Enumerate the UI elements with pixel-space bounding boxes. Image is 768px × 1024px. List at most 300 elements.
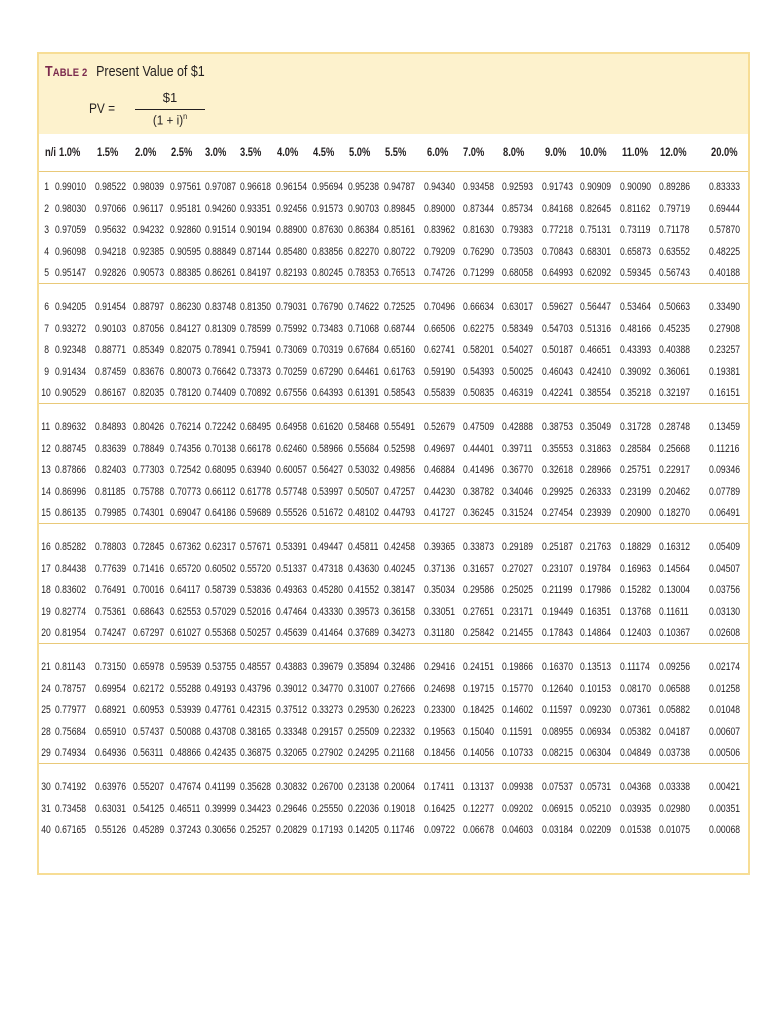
value-cell: 0.01048: [709, 704, 741, 717]
group-separator: [39, 523, 748, 524]
value-cell: 0.08955: [542, 725, 574, 738]
value-cell: 0.50025: [502, 365, 534, 378]
value-cell: 0.50088: [170, 725, 202, 738]
value-cell: 0.93351: [240, 202, 272, 215]
value-cell: 0.00351: [709, 802, 741, 815]
value-cell: 0.75361: [95, 605, 127, 618]
value-cell: 0.76513: [384, 267, 416, 280]
value-cell: 0.58349: [502, 322, 534, 335]
value-cell: 0.75131: [580, 224, 612, 237]
value-cell: 0.14564: [659, 562, 691, 575]
value-cell: 0.28966: [580, 464, 612, 477]
value-cell: 0.79209: [424, 245, 456, 258]
value-cell: 0.60057: [276, 464, 308, 477]
value-cell: 0.66112: [205, 485, 236, 498]
value-cell: 0.01075: [659, 824, 691, 837]
value-cell: 0.13004: [659, 584, 691, 597]
value-cell: 0.91454: [95, 301, 127, 313]
period-cell: 4: [44, 245, 49, 258]
value-cell: 0.11216: [709, 442, 740, 455]
value-cell: 0.75684: [55, 725, 87, 738]
value-cell: 0.59345: [620, 267, 652, 280]
value-cell: 0.50663: [659, 301, 691, 313]
value-cell: 0.23939: [580, 507, 612, 520]
value-cell: 0.77218: [542, 224, 574, 237]
value-cell: 0.83676: [133, 365, 165, 378]
value-cell: 0.85282: [55, 541, 87, 553]
value-cell: 0.71178: [659, 224, 690, 237]
value-cell: 0.74622: [348, 301, 380, 313]
value-cell: 0.19449: [542, 605, 574, 618]
value-cell: 0.04603: [502, 824, 534, 837]
value-cell: 0.29586: [463, 584, 495, 597]
value-cell: 0.44401: [463, 442, 495, 455]
value-cell: 0.82193: [276, 267, 308, 280]
value-cell: 0.51672: [312, 507, 344, 520]
formula-fraction-bar: [135, 109, 205, 110]
period-cell: 5: [44, 267, 49, 280]
value-cell: 0.22917: [659, 464, 691, 477]
period-cell: 29: [41, 747, 51, 760]
table-row: [39, 800, 748, 822]
value-cell: 0.25668: [659, 442, 691, 455]
table-row: [39, 821, 748, 843]
value-cell: 0.56743: [659, 267, 691, 280]
value-cell: 0.49363: [276, 584, 308, 597]
value-cell: 0.82403: [95, 464, 127, 477]
value-cell: 0.05210: [580, 802, 612, 815]
value-cell: 0.68058: [502, 267, 534, 280]
value-cell: 0.77303: [133, 464, 165, 477]
value-cell: 0.84168: [542, 202, 574, 215]
value-cell: 0.68301: [580, 245, 612, 258]
value-cell: 0.23107: [542, 562, 574, 575]
value-cell: 0.15282: [620, 584, 652, 597]
value-cell: 0.47318: [312, 562, 344, 575]
value-cell: 0.11597: [542, 704, 573, 717]
value-cell: 0.83602: [55, 584, 87, 597]
value-cell: 0.33051: [424, 605, 456, 618]
value-cell: 0.57870: [709, 224, 741, 237]
value-cell: 0.80426: [133, 421, 165, 433]
period-cell: 19: [41, 605, 51, 618]
value-cell: 0.68744: [384, 322, 416, 335]
value-cell: 0.98030: [55, 202, 87, 215]
value-cell: 0.35034: [424, 584, 456, 597]
value-cell: 0.17843: [542, 627, 574, 640]
value-cell: 0.70319: [312, 344, 344, 357]
value-cell: 0.71416: [133, 562, 165, 575]
value-cell: 0.48866: [170, 747, 202, 760]
value-cell: 0.42888: [502, 421, 534, 433]
value-cell: 0.25509: [348, 725, 380, 738]
value-cell: 0.39092: [620, 365, 652, 378]
period-cell: 17: [41, 562, 51, 575]
value-cell: 0.55720: [240, 562, 272, 575]
value-cell: 0.28584: [620, 442, 652, 455]
value-cell: 0.66506: [424, 322, 456, 335]
value-cell: 0.43393: [620, 344, 652, 357]
value-cell: 0.86996: [55, 485, 87, 498]
value-cell: 0.09202: [502, 802, 534, 815]
value-cell: 0.64958: [276, 421, 308, 433]
value-cell: 0.92348: [55, 344, 87, 357]
value-cell: 0.81162: [620, 202, 651, 215]
group-separator: [39, 283, 748, 284]
value-cell: 0.73458: [55, 802, 87, 815]
value-cell: 0.64393: [312, 387, 344, 400]
value-cell: 0.95181: [170, 202, 202, 215]
value-cell: 0.03756: [709, 584, 741, 597]
value-cell: 0.08170: [620, 682, 652, 695]
period-cell: 20: [41, 627, 51, 640]
col-header-rate: 4.0%: [277, 145, 299, 159]
value-cell: 0.67684: [348, 344, 380, 357]
value-cell: 0.31524: [502, 507, 534, 520]
value-cell: 0.85480: [276, 245, 308, 258]
table-row: [39, 243, 748, 265]
value-cell: 0.45811: [348, 541, 379, 553]
value-cell: 0.38147: [384, 584, 416, 597]
value-cell: 0.16351: [580, 605, 612, 618]
value-cell: 0.39999: [205, 802, 237, 815]
period-cell: 21: [41, 661, 51, 673]
value-cell: 0.65873: [620, 245, 652, 258]
value-cell: 0.27666: [384, 682, 416, 695]
value-cell: 0.56447: [580, 301, 612, 313]
value-cell: 0.87866: [55, 464, 87, 477]
value-cell: 0.43330: [312, 605, 344, 618]
formula-numerator: $1: [162, 90, 178, 105]
value-cell: 0.23300: [424, 704, 456, 717]
value-cell: 0.75788: [133, 485, 165, 498]
value-cell: 0.83333: [709, 181, 741, 193]
value-cell: 0.25842: [463, 627, 495, 640]
value-cell: 0.99010: [55, 181, 87, 193]
value-cell: 0.69954: [95, 682, 127, 695]
value-cell: 0.84893: [95, 421, 127, 433]
value-cell: 0.03935: [620, 802, 652, 815]
value-cell: 0.46043: [542, 365, 574, 378]
value-cell: 0.73069: [276, 344, 308, 357]
value-cell: 0.41496: [463, 464, 495, 477]
col-header-rate: 3.5%: [240, 145, 262, 159]
value-cell: 0.31180: [424, 627, 455, 640]
value-cell: 0.78803: [95, 541, 127, 553]
value-cell: 0.61391: [348, 387, 380, 400]
value-cell: 0.96098: [55, 245, 87, 258]
col-header-rate: 12.0%: [660, 145, 687, 159]
value-cell: 0.16312: [659, 541, 691, 553]
table-row: [39, 418, 748, 440]
period-cell: 12: [41, 442, 51, 455]
value-cell: 0.01258: [709, 682, 741, 695]
value-cell: 0.31863: [580, 442, 612, 455]
table-row: [39, 440, 748, 462]
value-cell: 0.39711: [502, 442, 533, 455]
value-cell: 0.19784: [580, 562, 612, 575]
value-cell: 0.40188: [709, 267, 741, 280]
value-cell: 0.79383: [502, 224, 534, 237]
value-cell: 0.42241: [542, 387, 574, 400]
value-cell: 0.16370: [542, 661, 574, 673]
value-cell: 0.56311: [133, 747, 164, 760]
value-cell: 0.20829: [276, 824, 308, 837]
value-cell: 0.90103: [95, 322, 127, 335]
value-cell: 0.67556: [276, 387, 308, 400]
value-cell: 0.82270: [348, 245, 380, 258]
value-cell: 0.98039: [133, 181, 165, 193]
value-cell: 0.14602: [502, 704, 534, 717]
value-cell: 0.63017: [502, 301, 534, 313]
value-cell: 0.56427: [312, 464, 344, 477]
period-cell: 40: [41, 824, 51, 837]
value-cell: 0.58739: [205, 584, 237, 597]
col-header-rate: 11.0%: [622, 145, 649, 159]
value-cell: 0.41552: [348, 584, 380, 597]
title-initial: T: [45, 64, 53, 80]
value-cell: 0.17986: [580, 584, 612, 597]
value-cell: 0.05409: [709, 541, 741, 553]
period-cell: 1: [44, 181, 49, 193]
value-cell: 0.47674: [170, 781, 202, 793]
value-cell: 0.86384: [348, 224, 380, 237]
value-cell: 0.89845: [384, 202, 416, 215]
value-cell: 0.00607: [709, 725, 741, 738]
table-row: [39, 581, 748, 603]
value-cell: 0.88385: [170, 267, 202, 280]
value-cell: 0.22036: [348, 802, 380, 815]
value-cell: 0.48557: [240, 661, 272, 673]
value-cell: 0.87344: [463, 202, 495, 215]
value-cell: 0.81350: [240, 301, 272, 313]
value-cell: 0.02980: [659, 802, 691, 815]
value-cell: 0.01538: [620, 824, 652, 837]
value-cell: 0.05731: [580, 781, 612, 793]
value-cell: 0.02608: [709, 627, 741, 640]
value-cell: 0.85734: [502, 202, 534, 215]
value-cell: 0.00068: [709, 824, 741, 837]
value-cell: 0.29157: [312, 725, 344, 738]
value-cell: 0.68495: [240, 421, 272, 433]
value-cell: 0.16151: [709, 387, 741, 400]
group-separator: [39, 643, 748, 644]
value-cell: 0.24151: [463, 661, 495, 673]
value-cell: 0.34770: [312, 682, 344, 695]
value-cell: 0.04507: [709, 562, 741, 575]
value-cell: 0.95632: [95, 224, 127, 237]
value-cell: 0.67297: [133, 627, 165, 640]
value-cell: 0.82774: [55, 605, 87, 618]
value-cell: 0.92860: [170, 224, 202, 237]
value-cell: 0.61620: [312, 421, 344, 433]
value-cell: 0.81630: [463, 224, 495, 237]
value-cell: 0.53032: [348, 464, 380, 477]
value-cell: 0.61027: [170, 627, 202, 640]
col-header-rate: 20.0%: [711, 145, 738, 159]
value-cell: 0.09938: [502, 781, 534, 793]
table-header-band: [39, 54, 748, 135]
table-title: [45, 64, 205, 80]
value-cell: 0.79031: [276, 301, 308, 313]
table-header-row: [39, 134, 748, 172]
value-cell: 0.59627: [542, 301, 574, 313]
value-cell: 0.39012: [276, 682, 308, 695]
value-cell: 0.17411: [424, 781, 455, 793]
value-cell: 0.53391: [276, 541, 308, 553]
value-cell: 0.55526: [276, 507, 308, 520]
col-header-rate: 2.5%: [171, 145, 193, 159]
value-cell: 0.06915: [542, 802, 574, 815]
value-cell: 0.07789: [709, 485, 741, 498]
period-cell: 30: [41, 781, 51, 793]
value-cell: 0.89632: [55, 421, 87, 433]
value-cell: 0.85349: [133, 344, 165, 357]
table-row: [39, 341, 748, 363]
value-cell: 0.14864: [580, 627, 612, 640]
value-cell: 0.10153: [580, 682, 612, 695]
value-cell: 0.87459: [95, 365, 127, 378]
value-cell: 0.58543: [384, 387, 416, 400]
value-cell: 0.35628: [240, 781, 272, 793]
value-cell: 0.47464: [276, 605, 308, 618]
value-cell: 0.90529: [55, 387, 87, 400]
col-header-rate: 9.0%: [545, 145, 567, 159]
value-cell: 0.82075: [170, 344, 202, 357]
group-separator: [39, 403, 748, 404]
value-cell: 0.64936: [95, 747, 127, 760]
value-cell: 0.32486: [384, 661, 416, 673]
value-cell: 0.25550: [312, 802, 344, 815]
value-cell: 0.53939: [170, 704, 202, 717]
value-cell: 0.50257: [240, 627, 272, 640]
value-cell: 0.97087: [205, 181, 237, 193]
value-cell: 0.65910: [95, 725, 127, 738]
value-cell: 0.35218: [620, 387, 652, 400]
value-cell: 0.65720: [170, 562, 202, 575]
value-cell: 0.53464: [620, 301, 652, 313]
value-cell: 0.78353: [348, 267, 380, 280]
value-cell: 0.43708: [205, 725, 237, 738]
value-cell: 0.41464: [312, 627, 344, 640]
value-cell: 0.57437: [133, 725, 165, 738]
value-cell: 0.46651: [580, 344, 612, 357]
value-cell: 0.90194: [240, 224, 272, 237]
value-cell: 0.15040: [463, 725, 495, 738]
formula-exponent: n: [183, 112, 188, 121]
value-cell: 0.42458: [384, 541, 416, 553]
value-cell: 0.27651: [463, 605, 495, 618]
value-cell: 0.32618: [542, 464, 574, 477]
value-cell: 0.27902: [312, 747, 344, 760]
value-cell: 0.52679: [424, 421, 456, 433]
value-cell: 0.64993: [542, 267, 574, 280]
value-cell: 0.49856: [384, 464, 416, 477]
period-cell: 14: [41, 485, 51, 498]
value-cell: 0.26333: [580, 485, 612, 498]
value-cell: 0.74726: [424, 267, 456, 280]
table-row: [39, 178, 748, 200]
value-cell: 0.69444: [709, 202, 741, 215]
table-title-text: Present Value of $1: [96, 64, 205, 80]
value-cell: 0.37689: [348, 627, 380, 640]
value-cell: 0.93458: [463, 181, 495, 193]
value-cell: 0.31007: [348, 682, 380, 695]
value-cell: 0.42435: [205, 747, 237, 760]
value-cell: 0.98522: [95, 181, 127, 193]
value-cell: 0.87144: [240, 245, 272, 258]
value-cell: 0.64461: [348, 365, 380, 378]
value-cell: 0.19018: [384, 802, 416, 815]
value-cell: 0.97561: [170, 181, 202, 193]
value-cell: 0.52598: [384, 442, 416, 455]
value-cell: 0.62317: [205, 541, 237, 553]
value-cell: 0.77977: [55, 704, 87, 717]
value-cell: 0.33348: [276, 725, 308, 738]
value-cell: 0.63976: [95, 781, 127, 793]
value-cell: 0.91514: [205, 224, 237, 237]
value-cell: 0.12640: [542, 682, 574, 695]
value-cell: 0.03338: [659, 781, 691, 793]
period-cell: 13: [41, 464, 51, 477]
value-cell: 0.94218: [95, 245, 127, 258]
value-cell: 0.32065: [276, 747, 308, 760]
value-cell: 0.95147: [55, 267, 87, 280]
value-cell: 0.70138: [205, 442, 237, 455]
value-cell: 0.88797: [133, 301, 165, 313]
value-cell: 0.14205: [348, 824, 380, 837]
value-cell: 0.50507: [348, 485, 380, 498]
value-cell: 0.44793: [384, 507, 416, 520]
value-cell: 0.45639: [276, 627, 308, 640]
value-cell: 0.47257: [384, 485, 416, 498]
value-cell: 0.97059: [55, 224, 87, 237]
value-cell: 0.34423: [240, 802, 272, 815]
value-cell: 0.31728: [620, 421, 652, 433]
value-cell: 0.48102: [348, 507, 380, 520]
period-cell: 10: [41, 387, 51, 400]
value-cell: 0.38753: [542, 421, 574, 433]
value-cell: 0.25187: [542, 541, 574, 553]
value-cell: 0.27908: [709, 322, 741, 335]
value-cell: 0.57671: [240, 541, 272, 553]
value-cell: 0.96618: [240, 181, 272, 193]
period-cell: 2: [44, 202, 49, 215]
value-cell: 0.20064: [384, 781, 416, 793]
value-cell: 0.19563: [424, 725, 456, 738]
table-row: [39, 701, 748, 723]
table-row: [39, 461, 748, 483]
value-cell: 0.39573: [348, 605, 380, 618]
value-cell: 0.46319: [502, 387, 534, 400]
value-cell: 0.81954: [55, 627, 87, 640]
col-header-period: n/i: [45, 145, 56, 159]
value-cell: 0.70773: [170, 485, 202, 498]
formula-denominator: [139, 112, 202, 127]
value-cell: 0.53997: [312, 485, 344, 498]
value-cell: 0.76642: [205, 365, 237, 378]
value-cell: 0.49447: [312, 541, 344, 553]
title-rest: ABLE 2: [52, 67, 88, 79]
value-cell: 0.37243: [170, 824, 202, 837]
value-cell: 0.35894: [348, 661, 380, 673]
value-cell: 0.90090: [620, 181, 652, 193]
value-cell: 0.06491: [709, 507, 741, 520]
value-cell: 0.33873: [463, 541, 495, 553]
value-cell: 0.11746: [384, 824, 415, 837]
value-cell: 0.39365: [424, 541, 456, 553]
value-cell: 0.34046: [502, 485, 534, 498]
